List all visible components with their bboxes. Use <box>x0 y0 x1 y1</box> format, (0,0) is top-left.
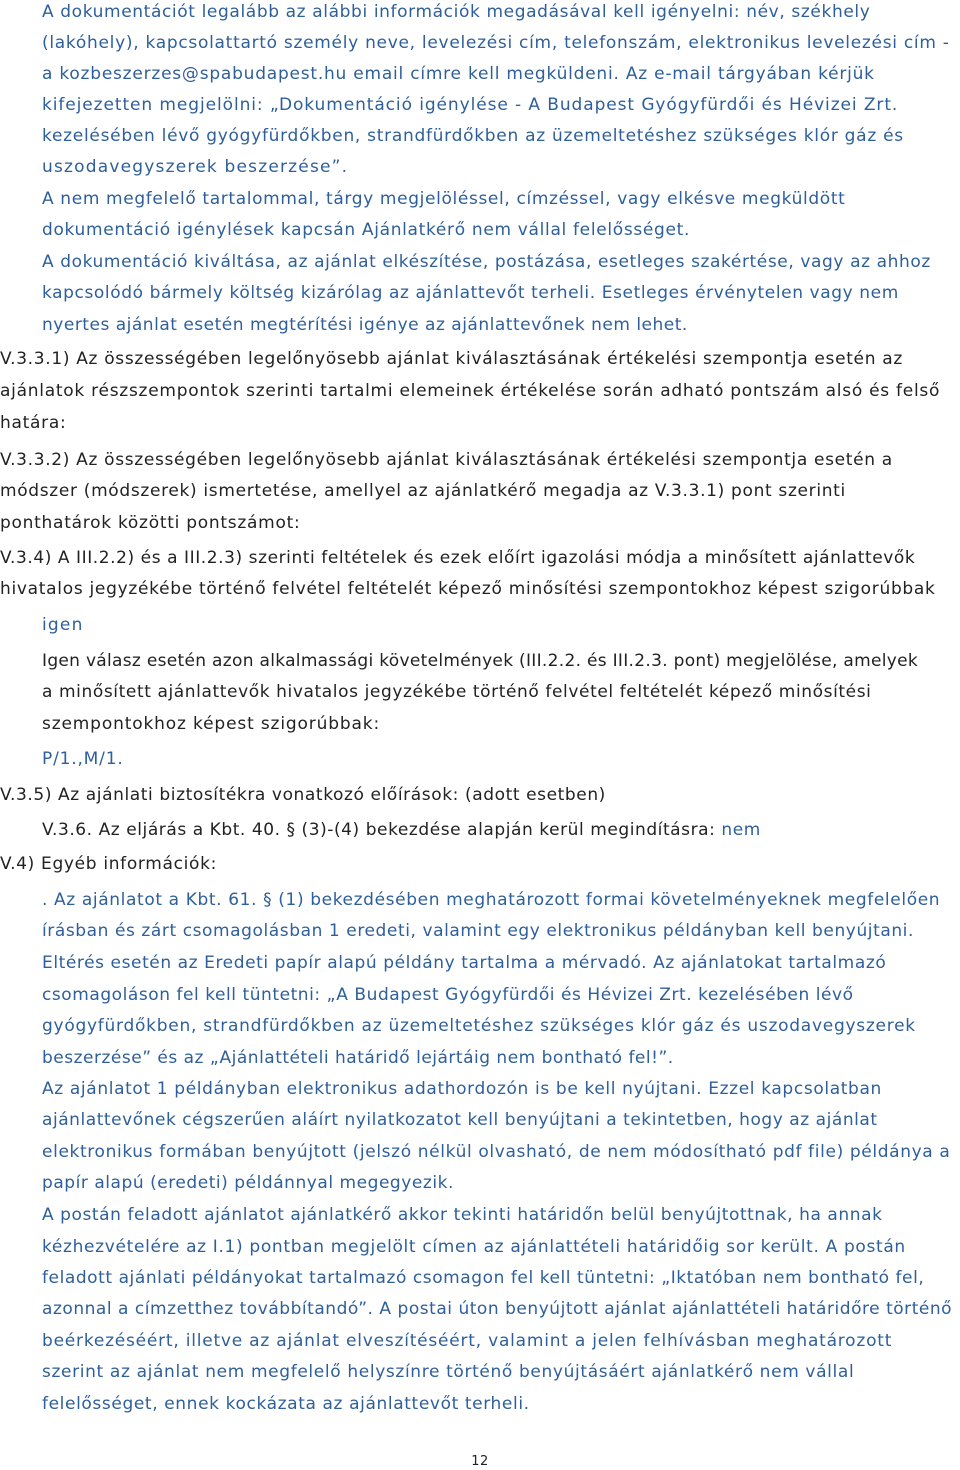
text-line: írásban és zárt csomagolásban 1 eredeti, valamint egy elektronikus példányban kell benyújtani. <box>42 921 914 941</box>
text-line: határa: <box>0 413 67 433</box>
text-line: uszodavegyszerek beszerzése”. <box>42 157 349 177</box>
text-line: Eltérés esetén az Eredeti papír alapú példány tartalma a mérvadó. Az ajánlatokat tartalmazó <box>42 953 887 973</box>
text-line: A dokumentáció kiváltása, az ajánlat elkészítése, postázása, esetleges szakértése, vagy az ahhoz <box>42 252 931 272</box>
text-line: A nem megfelelő tartalommal, tárgy megjelöléssel, címzéssel, vagy elkésve megküldött <box>42 189 846 209</box>
text-line: V.3.5) Az ajánlati biztosítékra vonatkozó előírások: (adott esetben) <box>0 785 606 805</box>
text-line: V.4) Egyéb információk: <box>0 854 217 874</box>
text-line: beérkezéséért, illetve az ajánlat elveszítéséért, valamint a jelen felhívásban meghatározott <box>42 1331 893 1351</box>
text-line: . Az ajánlatot a Kbt. 61. § (1) bekezdésében meghatározott formai követelményeknek megfelelően <box>42 890 941 910</box>
text-line: feladott ajánlati példányokat tartalmazó csomagon fel kell tüntetni: „Iktatóban nem bontható fel, <box>42 1268 925 1288</box>
answer-value: nem <box>715 820 761 840</box>
text-line: papír alapú (eredeti) példánnyal megegyezik. <box>42 1173 454 1193</box>
text-line: felelősséget, ennek kockázata az ajánlattevőt terheli. <box>42 1394 530 1414</box>
text-line: azonnal a címzetthez továbbítandó”. A postai úton benyújtott ajánlat ajánlattételi határidőre történő <box>42 1299 953 1319</box>
text-line: A dokumentációt legalább az alábbi információk megadásával kell igényelni: név, székhely <box>42 2 871 22</box>
text-line <box>42 819 761 841</box>
text-line: hivatalos jegyzékébe történő felvétel feltételét képező minősítési szempontokhoz képest szigorúbbak <box>0 579 936 599</box>
text-line: nyertes ajánlat esetén megtérítési igénye az ajánlattevőnek nem lehet. <box>42 315 688 335</box>
text-line: ajánlatok részszempontok szerinti tartalmi elemeinek értékelése során adható pontszám alsó és felső <box>0 381 941 401</box>
text-line: A postán feladott ajánlatot ajánlatkérő akkor tekinti határidőn belül benyújtottnak, ha annak <box>42 1205 883 1225</box>
text-line: dokumentáció igénylések kapcsán Ajánlatkérő nem vállal felelősséget. <box>42 220 691 240</box>
text-line: Igen válasz esetén azon alkalmassági követelmények (III.2.2. és III.2.3. pont) megjelölése, amelyek <box>42 651 919 671</box>
text-line: (lakóhely), kapcsolattartó személy neve, levelezési cím, telefonszám, elektronikus levelezési cím - <box>42 33 950 53</box>
text-line: Az ajánlatot 1 példányban elektronikus adathordozón is be kell nyújtani. Ezzel kapcsolatban <box>42 1079 882 1099</box>
text-line: csomagoláson fel kell tüntetni: „A Budapest Gyógyfürdői és Hévizei Zrt. kezelésében lévő <box>42 985 854 1005</box>
text-line: a minősített ajánlattevők hivatalos jegyzékébe történő felvétel feltételét képező minősítési <box>42 682 872 702</box>
answer-value: P/1.,M/1. <box>42 749 124 769</box>
text-line: gyógyfürdőkben, strandfürdőkben az üzemeltetéshez szükséges klór gáz és uszodavegyszerek <box>42 1016 916 1036</box>
text-line: kezelésében lévő gyógyfürdőkben, strandfürdőkben az üzemeltetéshez szükséges klór gáz és <box>42 126 904 146</box>
text-line: V.3.3.2) Az összességében legelőnyösebb ajánlat kiválasztásának értékelési szempontja esetén a <box>0 450 893 470</box>
text-line: V.3.3.1) Az összességében legelőnyösebb ajánlat kiválasztásának értékelési szempontja esetén az <box>0 349 903 369</box>
text-segment: V.3.6. Az eljárás a Kbt. 40. § (3)-(4) bekezdése alapján kerül megindításra: <box>42 820 716 840</box>
text-line: ponthatárok közötti pontszámot: <box>0 513 301 533</box>
answer-value: igen <box>42 615 84 635</box>
text-line: a kozbeszerzes@spabudapest.hu email címre kell megküldeni. Az e-mail tárgyában kérjük <box>42 64 875 84</box>
text-line: elektronikus formában benyújtott (jelszó nélkül olvasható, de nem módosítható pdf file) példánya a <box>42 1142 951 1162</box>
text-line: módszer (módszerek) ismertetése, amellyel az ajánlatkérő megadja az V.3.3.1) pont szerinti <box>0 481 846 501</box>
text-line: kézhezvételére az I.1) pontban megjelölt címen az ajánlattételi határidőig sor került. A postán <box>42 1237 906 1257</box>
text-line: beszerzése” és az „Ajánlattételi határidő lejártáig nem bontható fel!”. <box>42 1048 674 1068</box>
text-line: ajánlattevőnek cégszerűen aláírt nyilatkozatot kell benyújtani a tekintetben, hogy az ajánlat <box>42 1110 878 1130</box>
text-line: szempontokhoz képest szigorúbbak: <box>42 714 381 734</box>
text-line: V.3.4) A III.2.2) és a III.2.3) szerinti feltételek és ezek előírt igazolási módja a minősített ajánlattevők <box>0 548 916 568</box>
text-line: kapcsolódó bármely költség kizárólag az ajánlattevőt terheli. Esetleges érvénytelen vagy nem <box>42 283 899 303</box>
page-number: 12 <box>471 1454 489 1469</box>
text-line: szerint az ajánlat nem megfelelő helyszínre történő benyújtásáért ajánlatkérő nem vállal <box>42 1362 855 1382</box>
text-line: kifejezetten megjelölni: „Dokumentáció igénylése - A Budapest Gyógyfürdői és Hévizei Zrt. <box>42 95 899 115</box>
